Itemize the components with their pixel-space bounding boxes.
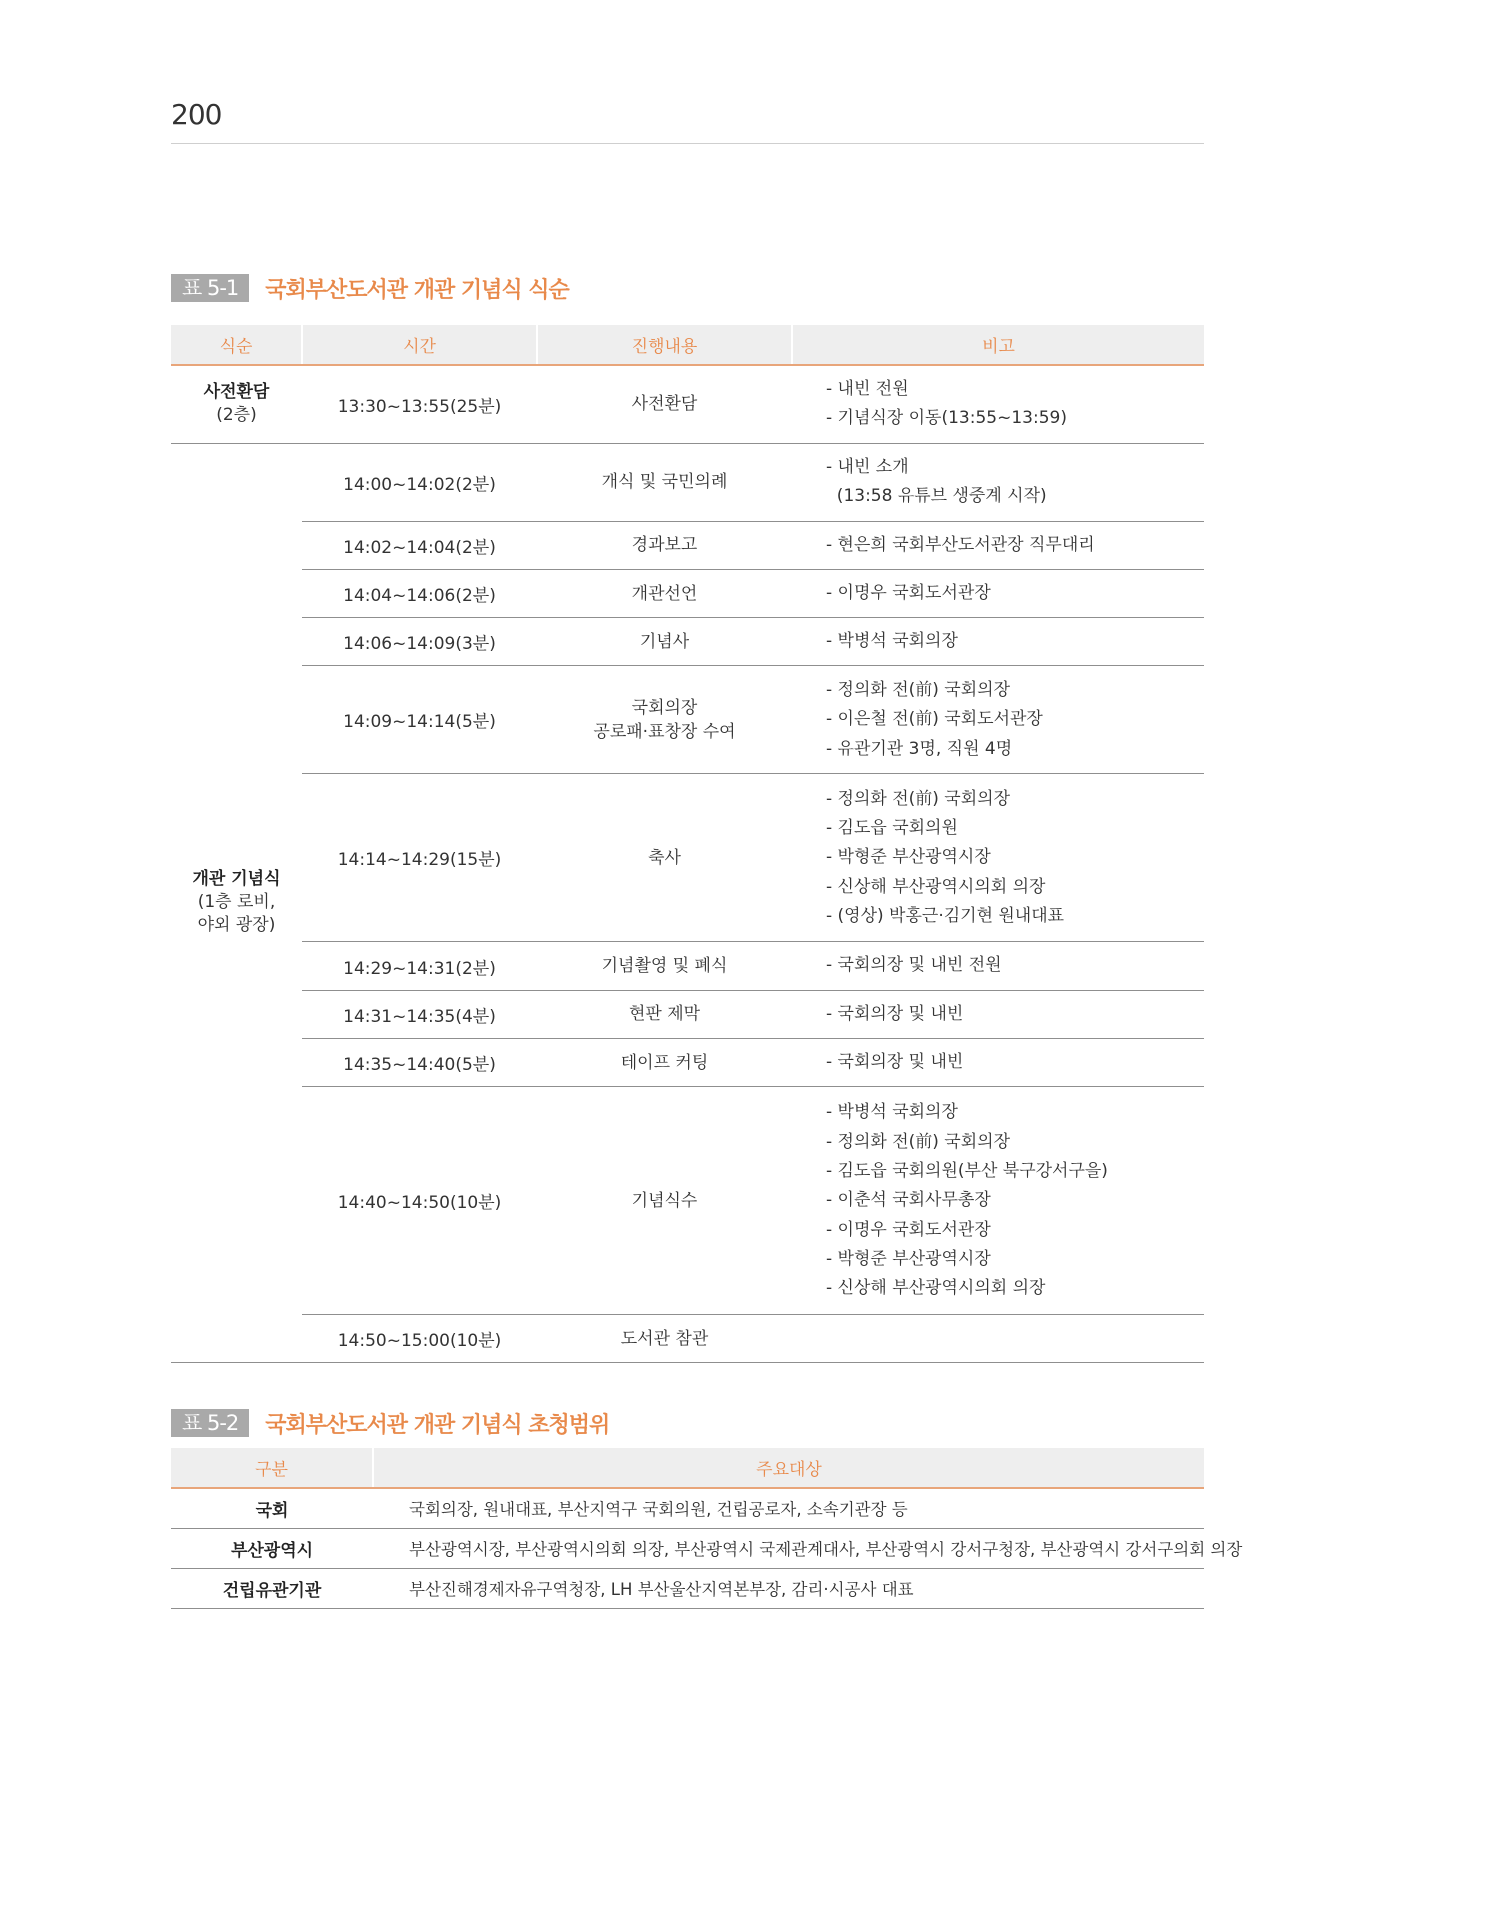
- notes-cell: [792, 1087, 1204, 1315]
- note-line: - 정의화 전(前) 국회의장: [826, 680, 1010, 701]
- time-cell: [302, 666, 537, 774]
- order-name: 개관 기념식: [192, 869, 281, 890]
- notes-cell: [792, 990, 1204, 1038]
- content-cell: [537, 443, 792, 521]
- note-line: - 신상해 부산광역시의회 의장: [826, 1278, 1046, 1299]
- table1-tag: 표 5-1: [171, 274, 249, 302]
- order-sub: 야외 광장): [197, 915, 276, 936]
- time-cell: [302, 443, 537, 521]
- note-line: - 국회의장 및 내빈: [826, 1052, 964, 1073]
- order-sub: (1층 로비,: [197, 892, 276, 913]
- content-cell: [537, 365, 792, 443]
- note-line: - 박병석 국회의장: [826, 1102, 958, 1123]
- table-row: [171, 443, 1204, 521]
- time-text: 14:50~15:00(10분): [337, 1331, 502, 1352]
- content-cell: [537, 618, 792, 666]
- table2-caption: [171, 1408, 609, 1438]
- content-text: 개관선언: [631, 583, 698, 604]
- content-text: 기념식수: [631, 1190, 698, 1211]
- note-line: - 정의화 전(前) 국회의장: [826, 788, 1010, 809]
- note-line: - (영상) 박홍근·김기현 원내대표: [826, 905, 1065, 926]
- notes-cell: [792, 666, 1204, 774]
- content-text: 도서관 참관: [620, 1328, 709, 1349]
- table-row: [171, 942, 1204, 990]
- table-row: [171, 1568, 1204, 1608]
- table-row: [171, 990, 1204, 1038]
- category-cell: 건립유관기관: [171, 1568, 373, 1608]
- table1-caption: [171, 273, 569, 303]
- table2-header-row: [171, 1448, 1204, 1488]
- note-line: - 박형준 부산광역시장: [826, 847, 991, 868]
- time-cell: [302, 990, 537, 1038]
- time-text: 13:30~13:55(25분): [337, 396, 502, 417]
- table2-body: [171, 1488, 1243, 1608]
- note-line: - 정의화 전(前) 국회의장: [826, 1131, 1010, 1152]
- table2-title: 국회부산도서관 개관 기념식 초청범위: [265, 1412, 610, 1438]
- notes-cell: [792, 521, 1204, 569]
- table1-header-time: 시간: [302, 325, 537, 365]
- time-cell: [302, 1087, 537, 1315]
- note-line: - 내빈 전원: [826, 379, 909, 399]
- time-cell: [302, 618, 537, 666]
- notes-cell: [792, 365, 1204, 443]
- notes-cell: [792, 774, 1204, 942]
- table-row: [171, 1528, 1204, 1568]
- table-row: [171, 365, 1204, 443]
- note-line: - 이명우 국회도서관장: [826, 582, 991, 603]
- content-text: 개식 및 국민의례: [601, 472, 728, 493]
- notes-cell: [792, 1315, 1204, 1363]
- ceremony-program-table: [171, 325, 1204, 1363]
- note-line: - 김도읍 국회의원: [826, 818, 958, 839]
- table-row: [171, 774, 1204, 942]
- table-row: [171, 521, 1204, 569]
- content-text: 경과보고: [631, 535, 698, 556]
- notes-cell: [792, 443, 1204, 521]
- note-line: - 이명우 국회도서관장: [826, 1219, 991, 1240]
- targets-cell: 부산진해경제자유구역청장, LH 부산울산지역본부장, 감리·시공사 대표: [373, 1568, 1204, 1608]
- note-line: - 이은철 전(前) 국회도서관장: [826, 709, 1043, 730]
- note-line: - 내빈 소개: [826, 456, 909, 477]
- time-text: 14:00~14:02(2분): [343, 474, 496, 495]
- time-text: 14:31~14:35(4분): [343, 1006, 496, 1027]
- header-rule: [171, 143, 1204, 144]
- note-line: - 김도읍 국회의원(부산 북구강서구을): [826, 1160, 1108, 1181]
- time-cell: [302, 521, 537, 569]
- content-cell: [537, 1087, 792, 1315]
- notes-cell: [792, 618, 1204, 666]
- content-cell: [537, 774, 792, 942]
- time-text: 14:29~14:31(2분): [343, 958, 496, 979]
- time-text: 14:06~14:09(3분): [343, 634, 496, 655]
- table1-header-notes: 비고: [792, 325, 1204, 365]
- time-cell: [302, 942, 537, 990]
- category-cell: 국회: [171, 1488, 373, 1528]
- content-cell: [537, 569, 792, 617]
- content-text: 국회의장: [631, 697, 698, 718]
- order-sub: (2층): [216, 405, 257, 426]
- content-text: 공로패·표창장 수여: [593, 721, 736, 742]
- time-cell: [302, 774, 537, 942]
- note-line: - 국회의장 및 내빈: [826, 1003, 964, 1024]
- note-line: - 국회의장 및 내빈 전원: [826, 955, 1002, 976]
- content-text: 테이프 커팅: [620, 1052, 709, 1073]
- time-text: 14:04~14:06(2분): [343, 586, 496, 607]
- page-number: 200: [171, 98, 222, 131]
- note-line: - 기념식장 이동(13:55~13:59): [826, 408, 1067, 429]
- note-line: - 현은희 국회부산도서관장 직무대리: [826, 534, 1095, 555]
- table1-header-order: 식순: [171, 325, 302, 365]
- content-cell: [537, 1315, 792, 1363]
- content-text: 기념촬영 및 폐식: [601, 956, 728, 977]
- invitation-scope-table: [171, 1448, 1243, 1609]
- notes-cell: [792, 569, 1204, 617]
- time-cell: [302, 1039, 537, 1087]
- table1-title: 국회부산도서관 개관 기념식 식순: [265, 277, 569, 303]
- time-text: 14:40~14:50(10분): [337, 1193, 502, 1214]
- table1-header-content: 진행내용: [537, 325, 792, 365]
- note-line: (13:58 유튜브 생중계 시작): [826, 486, 1047, 507]
- time-cell: [302, 365, 537, 443]
- table2-header-category: 구분: [171, 1448, 373, 1488]
- table-row: [171, 569, 1204, 617]
- content-cell: [537, 942, 792, 990]
- time-text: 14:14~14:29(15분): [337, 850, 502, 871]
- table1-body: [171, 365, 1204, 1363]
- time-text: 14:02~14:04(2분): [343, 537, 496, 558]
- content-text: 사전환담: [631, 394, 698, 415]
- note-line: - 신상해 부산광역시의회 의장: [826, 876, 1046, 897]
- content-cell: [537, 1039, 792, 1087]
- note-line: - 박병석 국회의장: [826, 631, 958, 652]
- targets-cell: 부산광역시장, 부산광역시의회 의장, 부산광역시 국제관계대사, 부산광역시 강서구청장, 부산광역시 강서구의회 의장: [373, 1528, 1204, 1568]
- time-text: 14:09~14:14(5분): [343, 712, 496, 733]
- targets-cell: 국회의장, 원내대표, 부산지역구 국회의원, 건립공로자, 소속기관장 등: [373, 1488, 1204, 1528]
- table-row: [171, 618, 1204, 666]
- order-cell: [171, 365, 302, 443]
- table-row: [171, 1087, 1204, 1315]
- time-text: 14:35~14:40(5분): [343, 1055, 496, 1076]
- time-cell: [302, 569, 537, 617]
- table-row: [171, 666, 1204, 774]
- content-text: 현판 제막: [628, 1004, 701, 1025]
- table2-header-targets: 주요대상: [373, 1448, 1204, 1488]
- table1-header-row: [171, 325, 1204, 365]
- table-row: [171, 1315, 1204, 1363]
- table-row: [171, 1039, 1204, 1087]
- notes-cell: [792, 1039, 1204, 1087]
- note-line: - 이춘석 국회사무총장: [826, 1190, 991, 1211]
- table2-tag: 표 5-2: [171, 1409, 249, 1437]
- time-cell: [302, 1315, 537, 1363]
- order-name: 사전환담: [203, 382, 270, 403]
- order-cell: [171, 443, 302, 1363]
- content-cell: [537, 990, 792, 1038]
- content-cell: [537, 521, 792, 569]
- content-text: 기념사: [639, 631, 690, 652]
- notes-cell: [792, 942, 1204, 990]
- category-cell: 부산광역시: [171, 1528, 373, 1568]
- content-text: 축사: [648, 847, 681, 868]
- note-line: - 박형준 부산광역시장: [826, 1248, 991, 1269]
- table-row: [171, 1488, 1204, 1528]
- note-line: - 유관기관 3명, 직원 4명: [826, 738, 1013, 759]
- content-cell: [537, 666, 792, 774]
